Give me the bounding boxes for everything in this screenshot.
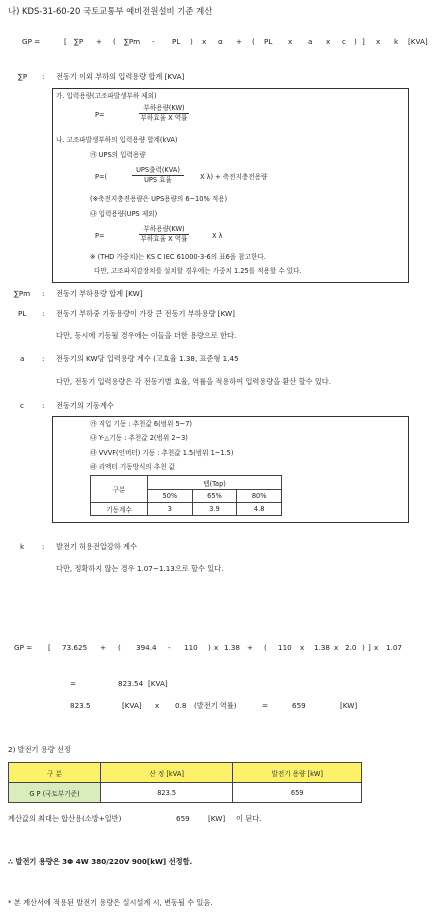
formula-minus: - — [152, 37, 155, 46]
table-cell: 4.8 — [237, 503, 282, 516]
calc-paren-close: ) — [208, 643, 211, 652]
formula-times: x — [326, 37, 331, 46]
calc-times: x — [334, 643, 339, 652]
fraction-denominator: UPS 효율 — [144, 175, 172, 184]
calc-equals: = — [70, 679, 77, 688]
formula-plus: + — [96, 37, 103, 46]
def-text: 전동기 부하용량 합계 [KW] — [56, 289, 143, 298]
formula-bracket-open: [ — [64, 37, 67, 46]
def-text: 전동기 부하중 기동용량이 가장 큰 전동기 부하용량 [KW] — [56, 309, 235, 318]
fraction-denominator: 부하효율 X 역률 — [140, 234, 188, 243]
fraction — [118, 166, 198, 184]
def-symbol: ∑Pm — [14, 289, 31, 298]
fraction-denominator: 부하효율 X 역률 — [140, 113, 188, 122]
fraction-numerator: UPS출력(KVA) — [132, 166, 184, 176]
formula-paren-open: ( — [252, 37, 255, 46]
p-equals: P= — [95, 111, 105, 119]
conclusion: ∴ 발전기 용량은 3Φ 4W 380/220V 900[kW] 선정함. — [8, 857, 193, 866]
calc-value: 110 — [278, 643, 292, 652]
fraction — [118, 225, 210, 243]
table-header: 산 정 [kVA] — [100, 763, 233, 783]
table-cell: 823.5 — [100, 783, 233, 803]
kva-unit: [KVA] — [122, 701, 142, 710]
calc-equals: = — [262, 701, 269, 710]
table-row-label: 기동계수 — [91, 503, 148, 516]
fraction-numerator: 부하용량(KW) — [139, 225, 188, 235]
table-header: 구 분 — [9, 763, 101, 783]
formula-k: k — [394, 37, 399, 46]
calc-value: 1.38 — [224, 643, 241, 652]
coefficient-item: ㉱ 리액터 기동방식의 추천 값 — [90, 463, 176, 471]
calc-value: 1.38 — [314, 643, 331, 652]
kva-total: 823.54 — [118, 679, 144, 688]
formula-times: x — [202, 37, 207, 46]
def-colon: : — [42, 354, 45, 363]
formula-alpha: α — [218, 37, 223, 46]
box-heading: 나. 고조파발생부하의 입력용량 합계(kVA) — [56, 136, 178, 144]
calc-times: x — [214, 643, 219, 652]
calc-plus: + — [247, 643, 254, 652]
p-equals: P=( — [95, 173, 108, 181]
p-equals: P= — [95, 232, 105, 240]
box-heading: 가. 입력용량(고조파발생부하 제외) — [56, 92, 157, 100]
def-symbol: c — [20, 401, 24, 410]
reactor-coefficient-table — [90, 475, 282, 516]
kw-unit: [KW] — [340, 701, 358, 710]
table-cell: 659 — [233, 783, 362, 803]
def-colon: : — [42, 401, 45, 410]
coefficient-item: ㉰ VVVF(인버터) 기동 : 추천값 1.5(범위 1~1.5) — [90, 449, 234, 457]
note: 다만, 고조파저감장치를 설치할 경우에는 가중치 1.25를 적용할 수 있다. — [94, 267, 302, 275]
calc-value: 2.0 — [345, 643, 357, 652]
formula-pl: PL — [172, 37, 181, 46]
calc-paren-close: ) — [362, 643, 365, 652]
calc-bracket-open: [ — [48, 643, 51, 652]
formula-times: x — [376, 37, 381, 46]
def-symbol: a — [20, 354, 25, 363]
table-cell: 3.9 — [192, 503, 237, 516]
fraction-numerator: 부하용량(KW) — [139, 104, 188, 114]
section2-title: 2) 발전기 용량 선정 — [8, 745, 71, 754]
table-header: 발전기 용량 [kW] — [233, 763, 362, 783]
formula-times: x — [288, 37, 293, 46]
formula-lhs: GP = — [22, 37, 41, 46]
def-symbol: PL — [18, 309, 27, 318]
formula-sum-pm: ∑Pm — [124, 37, 141, 46]
formula-rest: X λ) + 축전지충전용량 — [200, 173, 268, 181]
calc-value: 73.625 — [62, 643, 88, 652]
def-text: 다만, 정확하지 않는 경우 1.07~1.13으로 할수 있다. — [56, 564, 224, 573]
note-value: 659 — [176, 814, 190, 823]
table-header: 80% — [237, 490, 282, 503]
def-colon: : — [42, 309, 45, 318]
calc-plus: + — [100, 643, 107, 652]
note-text: 이 된다. — [236, 814, 262, 823]
footnote: * 본 계산서에 적용된 발전기 용량은 실시설계 시, 변동될 수 있음. — [8, 898, 213, 907]
formula-pl: PL — [264, 37, 273, 46]
section-title: 나) KDS-31-60-20 국토교통부 예비전원설비 기준 계산 — [8, 6, 213, 16]
input-title: ㉯ 입력용량(UPS 제외) — [90, 210, 158, 218]
calc-times: x — [374, 643, 379, 652]
def-colon: : — [42, 289, 45, 298]
kw-result: 659 — [292, 701, 306, 710]
formula-c: c — [342, 37, 346, 46]
calc-value: 110 — [184, 643, 198, 652]
def-text: 다만, 전동기 입력용량은 각 전동기별 효율, 역률을 적용하여 입력용량을 환산 할수 있다. — [56, 377, 331, 386]
formula-paren-open: ( — [113, 37, 116, 46]
calc-minus: - — [168, 643, 171, 652]
def-text: 전동기의 기동계수 — [56, 401, 114, 410]
coefficient-item: ㉯ Y-△기동 : 추천값 2(범위 2~3) — [90, 434, 188, 442]
kva-result: 823.5 — [70, 701, 91, 710]
note-unit: [KW] — [208, 814, 226, 823]
note-text: 계산값의 최대는 합산용(소방+일반) — [8, 814, 122, 823]
formula-paren-close: ) — [354, 37, 357, 46]
table-row-label: G P (국토부기준) — [9, 783, 101, 803]
def-symbol: k — [20, 542, 25, 551]
formula-paren-close: ) — [190, 37, 193, 46]
def-text: 발전기 허용전압강하 계수 — [56, 542, 137, 551]
formula-a: a — [308, 37, 313, 46]
formula-bracket-close: ] — [362, 37, 365, 46]
def-colon: : — [42, 542, 45, 551]
calc-paren-open: ( — [118, 643, 121, 652]
note: (※축전지충전용량은 UPS용량의 6~10% 적용) — [90, 195, 228, 203]
generator-selection-table — [8, 762, 362, 803]
table-header: 50% — [148, 490, 193, 503]
table-header: 탭(Tap) — [148, 476, 282, 490]
calc-bracket-close: ] — [368, 643, 371, 652]
def-symbol: ∑P — [18, 72, 28, 81]
def-text: 전동기의 KW당 입력용량 계수 (고효율 1.38, 표준형 1.45 — [56, 354, 239, 363]
formula-sum-p: ∑P — [74, 37, 84, 46]
formula-rest: X λ — [212, 232, 223, 240]
formula-unit: [KVA] — [408, 37, 428, 46]
note: ※ (THD 가중치)는 KS C IEC 61000-3-6의 표6을 참고한다. — [90, 253, 266, 261]
calc-lhs: GP = — [14, 643, 33, 652]
calc-value: 1.07 — [386, 643, 403, 652]
calc-value: 394.4 — [136, 643, 157, 652]
def-colon: : — [42, 72, 45, 81]
def-text: 전동기 이외 부하의 입력용량 합계 [KVA] — [56, 72, 185, 81]
calc-paren-open: ( — [264, 643, 267, 652]
formula-plus: + — [236, 37, 243, 46]
table-header: 65% — [192, 490, 237, 503]
coefficient-item: ㉮ 직입 기동 : 추천값 6(범위 5~7) — [90, 420, 192, 428]
ups-title: ㉮ UPS의 입력용량 — [90, 151, 146, 159]
kva-unit: [KVA] — [148, 679, 168, 688]
power-factor-label: (발전기 역률) — [194, 701, 237, 710]
power-factor: 0.8 — [175, 701, 187, 710]
def-text: 다만, 동시에 기동될 경우에는 이들을 더한 용량으로 한다. — [56, 331, 237, 340]
fraction — [118, 104, 210, 122]
table-header: 구분 — [91, 476, 148, 503]
calc-times: x — [300, 643, 305, 652]
table-cell: 3 — [148, 503, 193, 516]
calc-times: x — [155, 701, 160, 710]
